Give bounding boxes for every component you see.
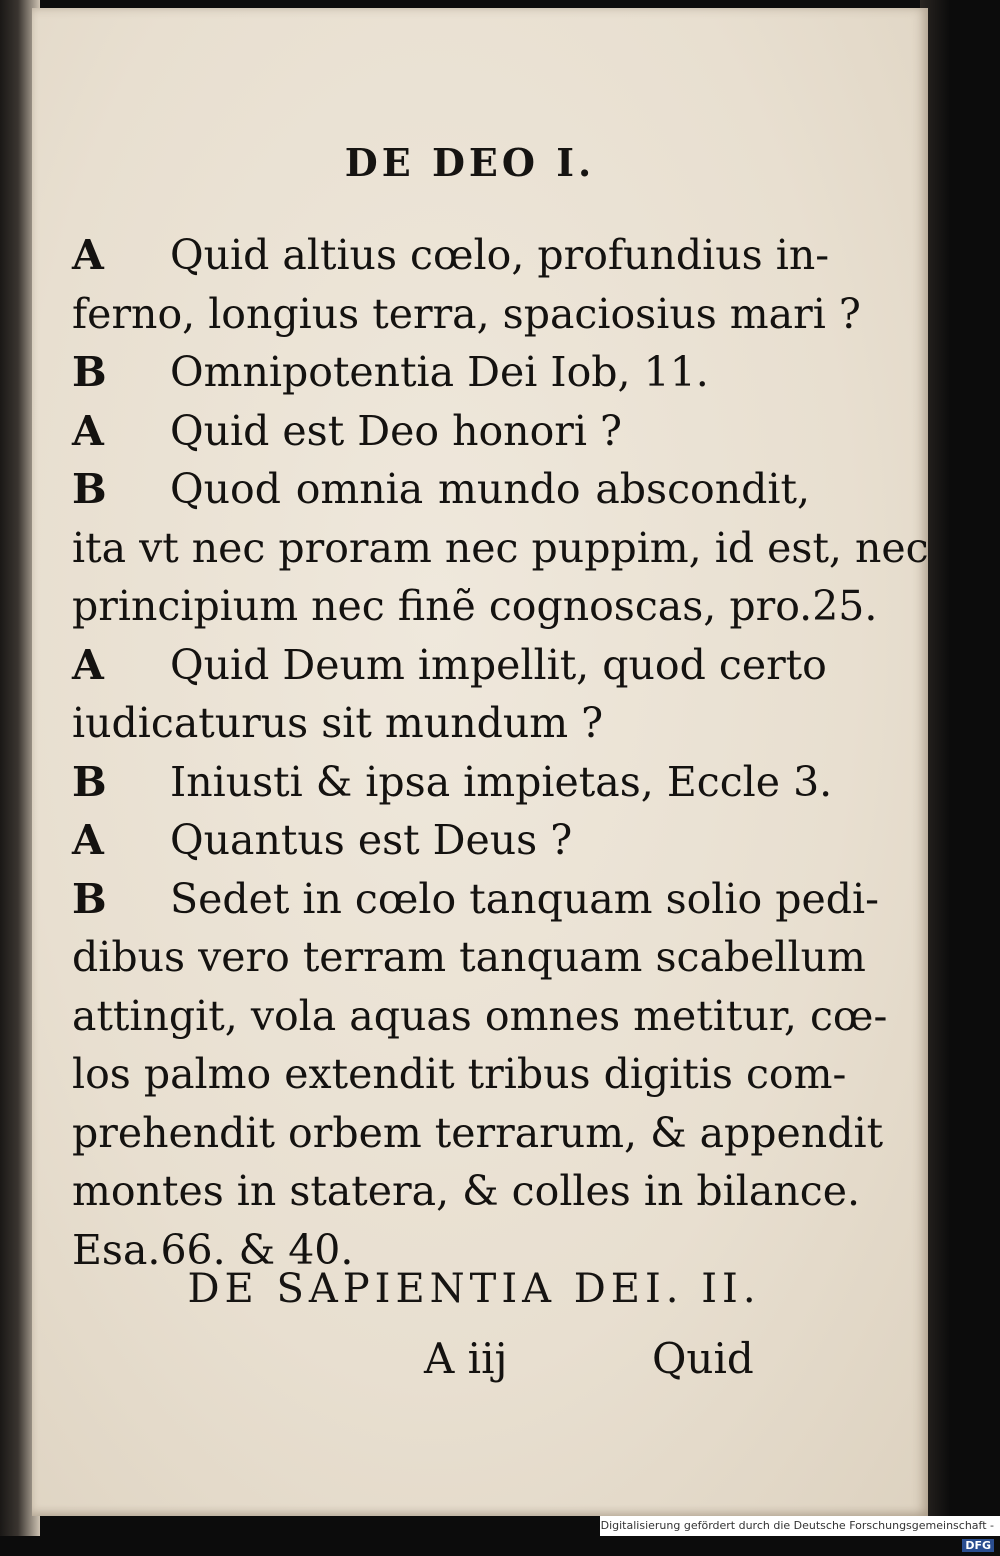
speaker-marker: B <box>72 465 107 513</box>
text-line <box>72 577 878 636</box>
speaker-marker: A <box>72 406 104 455</box>
line-text: principium nec finẽ cognoscas, pro.25. <box>72 582 878 630</box>
text-line <box>72 987 888 1046</box>
line-text: los palmo extendit tribus digitis com- <box>72 1050 847 1098</box>
line-text: Esa.66. & 40. <box>72 1225 354 1274</box>
speaker-marker: A <box>72 816 104 864</box>
line-text: Quid altius cœlo, profundius in- <box>170 231 830 279</box>
catchword: Quid <box>652 1334 754 1383</box>
speaker-marker: B <box>72 757 107 806</box>
speaker-marker: B <box>72 348 107 396</box>
line-text: dibus vero terram tanquam scabellum <box>72 933 866 981</box>
text-line <box>72 928 866 987</box>
line-text: Quid Deum impellit, quod certo <box>170 640 827 689</box>
line-text: Omnipotentia Dei Iob, 11. <box>170 348 709 396</box>
text-line <box>72 226 830 285</box>
line-text: iudicaturus sit mundum ? <box>72 699 604 747</box>
text-line <box>72 694 810 753</box>
line-text: attingit, vola aquas omnes metitur, cœ- <box>72 991 888 1040</box>
line-text: Quid est Deo honori ? <box>170 406 622 455</box>
line-text: montes in statera, & colles in bilance. <box>72 1167 861 1215</box>
dialogue-text <box>72 226 929 1279</box>
text-line <box>72 1104 884 1163</box>
book-page <box>32 8 928 1516</box>
text-line <box>72 402 810 461</box>
text-line <box>72 753 833 812</box>
text-line <box>72 343 810 402</box>
signature-mark: A iij <box>424 1334 508 1383</box>
line-text: Sedet in cœlo tanquam solio pedi- <box>170 874 879 923</box>
line-text: Quod omnia mundo abscondit, <box>170 465 810 513</box>
text-line <box>72 870 879 929</box>
line-text: Iniusti & ipsa impietas, Eccle 3. <box>170 757 833 806</box>
credit-text: Digitalisierung gefördert durch die Deutsche Forschungsgemeinschaft - <box>600 1519 994 1532</box>
page-edge-shadow <box>920 0 1000 1520</box>
speaker-marker: A <box>72 640 104 689</box>
text-line <box>72 285 861 344</box>
line-text: ita vt nec proram nec puppim, id est, nec <box>72 523 929 572</box>
dfg-logo: DFG <box>962 1539 994 1552</box>
digitization-credit <box>600 1516 1000 1552</box>
text-line <box>72 1045 847 1104</box>
section-heading: DE SAPIENTIA DEI. II. <box>187 1266 761 1312</box>
line-text: Quantus est Deus ? <box>170 816 573 864</box>
line-text: ferno, longius terra, spaciosius mari ? <box>72 289 861 338</box>
text-line <box>72 519 929 578</box>
text-line <box>72 811 810 870</box>
text-line <box>72 460 810 519</box>
chapter-heading: DE DEO I. <box>344 140 596 185</box>
text-line <box>72 636 827 695</box>
line-text: prehendit orbem terrarum, & appendit <box>72 1108 884 1157</box>
text-line <box>72 1162 861 1221</box>
speaker-marker: A <box>72 231 104 279</box>
speaker-marker: B <box>72 874 107 923</box>
